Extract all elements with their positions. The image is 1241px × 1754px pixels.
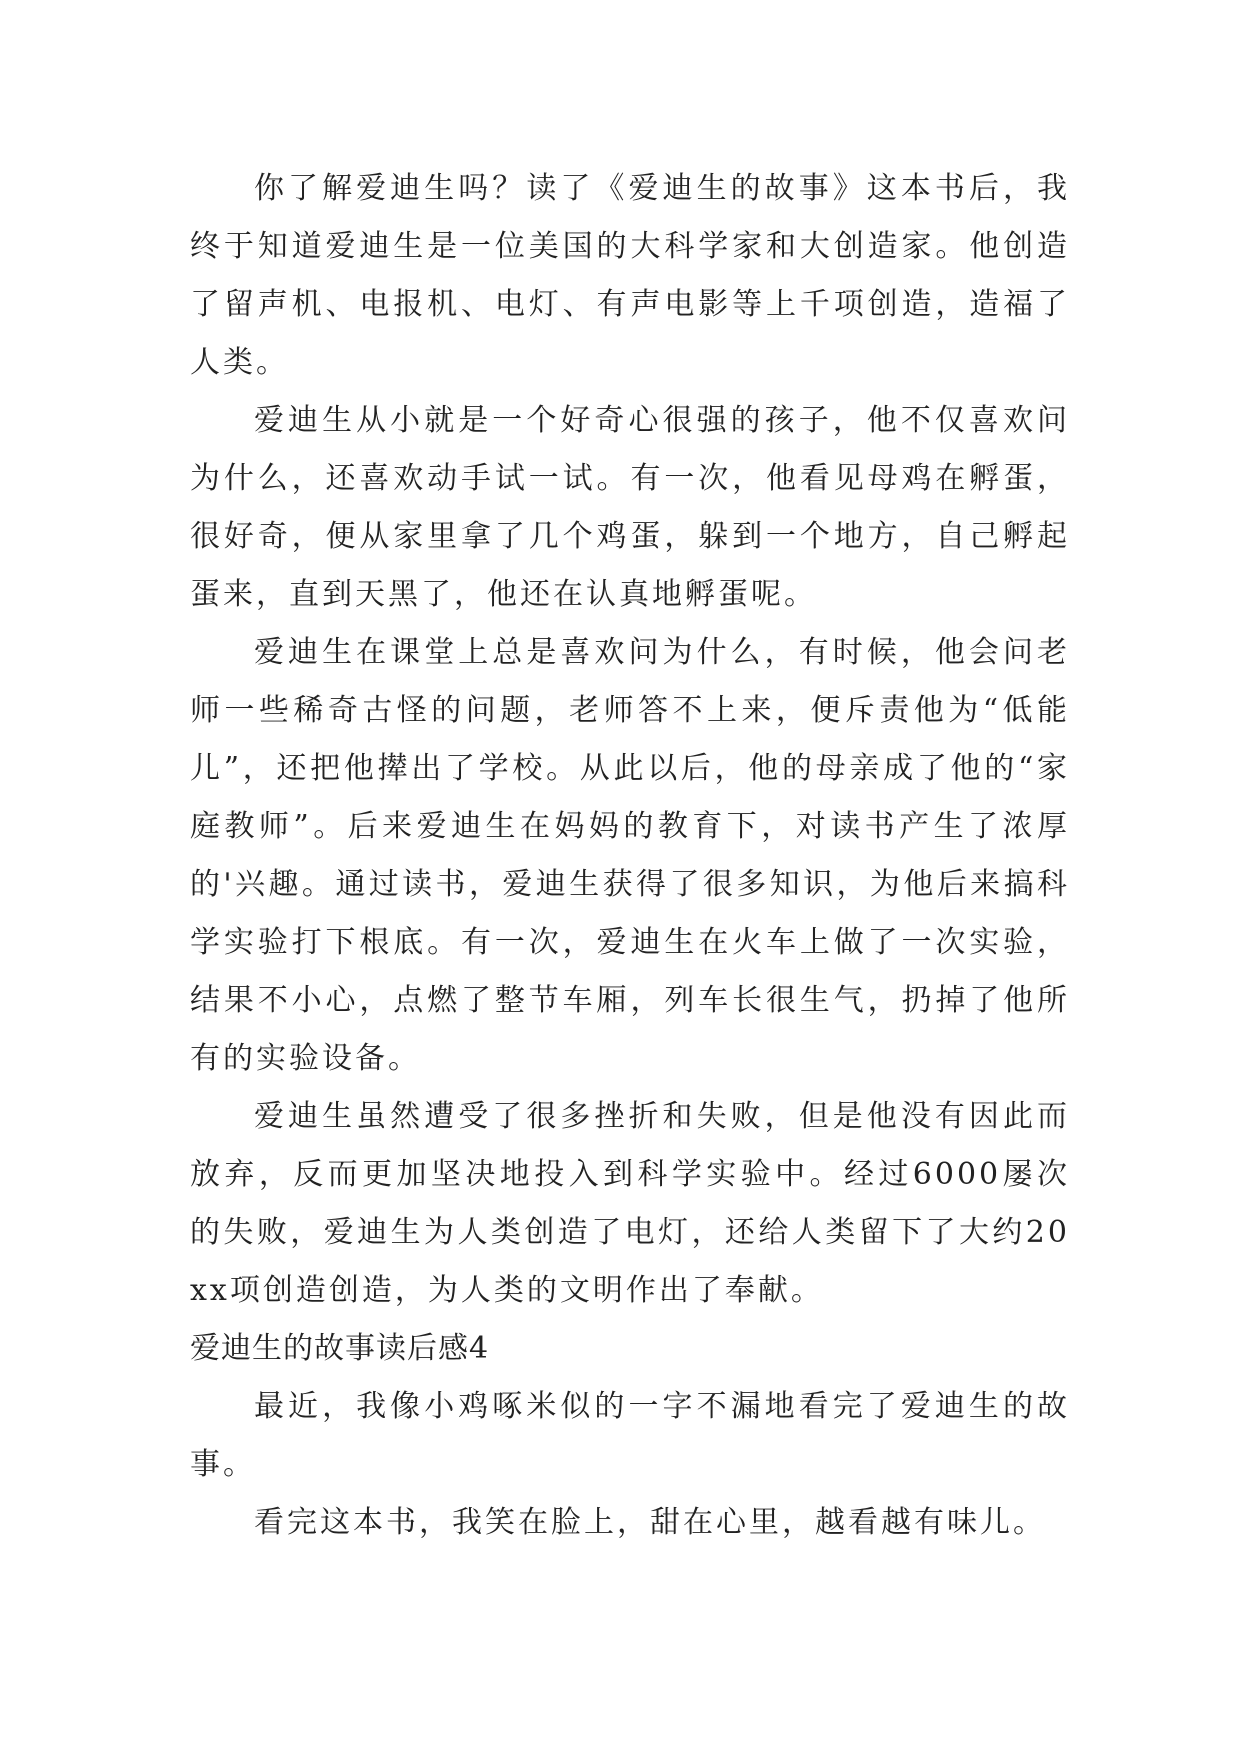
paragraph-2: 爱迪生从小就是一个好奇心很强的孩子，他不仅喜欢问为什么，还喜欢动手试一试。有一次，他看见母鸡在孵蛋，很好奇，便从家里拿了几个鸡蛋，躲到一个地方，自己孵起蛋来，直到天黑了，他还在认真地孵蛋呢。	[190, 403, 1070, 612]
paragraph-4: 爱迪生虽然遭受了很多挫折和失败，但是他没有因此而放弃，反而更加坚决地投入到科学实验中。经过6000屡次的失败，爱迪生为人类创造了电灯，还给人类留下了大约20xx项创造创造，为人类的文明作出了奉献。	[190, 1099, 1070, 1308]
document-body	[190, 160, 1070, 1552]
paragraph-6: 看完这本书，我笑在脸上，甜在心里，越看越有味儿。	[254, 1505, 1046, 1540]
section-heading: 爱迪生的故事读后感4	[190, 1331, 490, 1366]
paragraph-1: 你了解爱迪生吗？读了《爱迪生的故事》这本书后，我终于知道爱迪生是一位美国的大科学家和大创造家。他创造了留声机、电报机、电灯、有声电影等上千项创造，造福了人类。	[190, 171, 1070, 380]
paragraph-5: 最近，我像小鸡啄米似的一字不漏地看完了爱迪生的故事。	[190, 1389, 1070, 1482]
paragraph-3: 爱迪生在课堂上总是喜欢问为什么，有时候，他会问老师一些稀奇古怪的问题，老师答不上来，便斥责他为“低能儿”，还把他撵出了学校。从此以后，他的母亲成了他的“家庭教师”。后来爱迪生在妈妈的教育下，对读书产生了浓厚的'兴趣。通过读书，爱迪生获得了很多知识，为他后来搞科学实验打下根底。有一次，爱迪生在火车上做了一次实验，结果不小心，点燃了整节车厢，列车长很生气，扔掉了他所有的实验设备。	[190, 635, 1070, 1076]
